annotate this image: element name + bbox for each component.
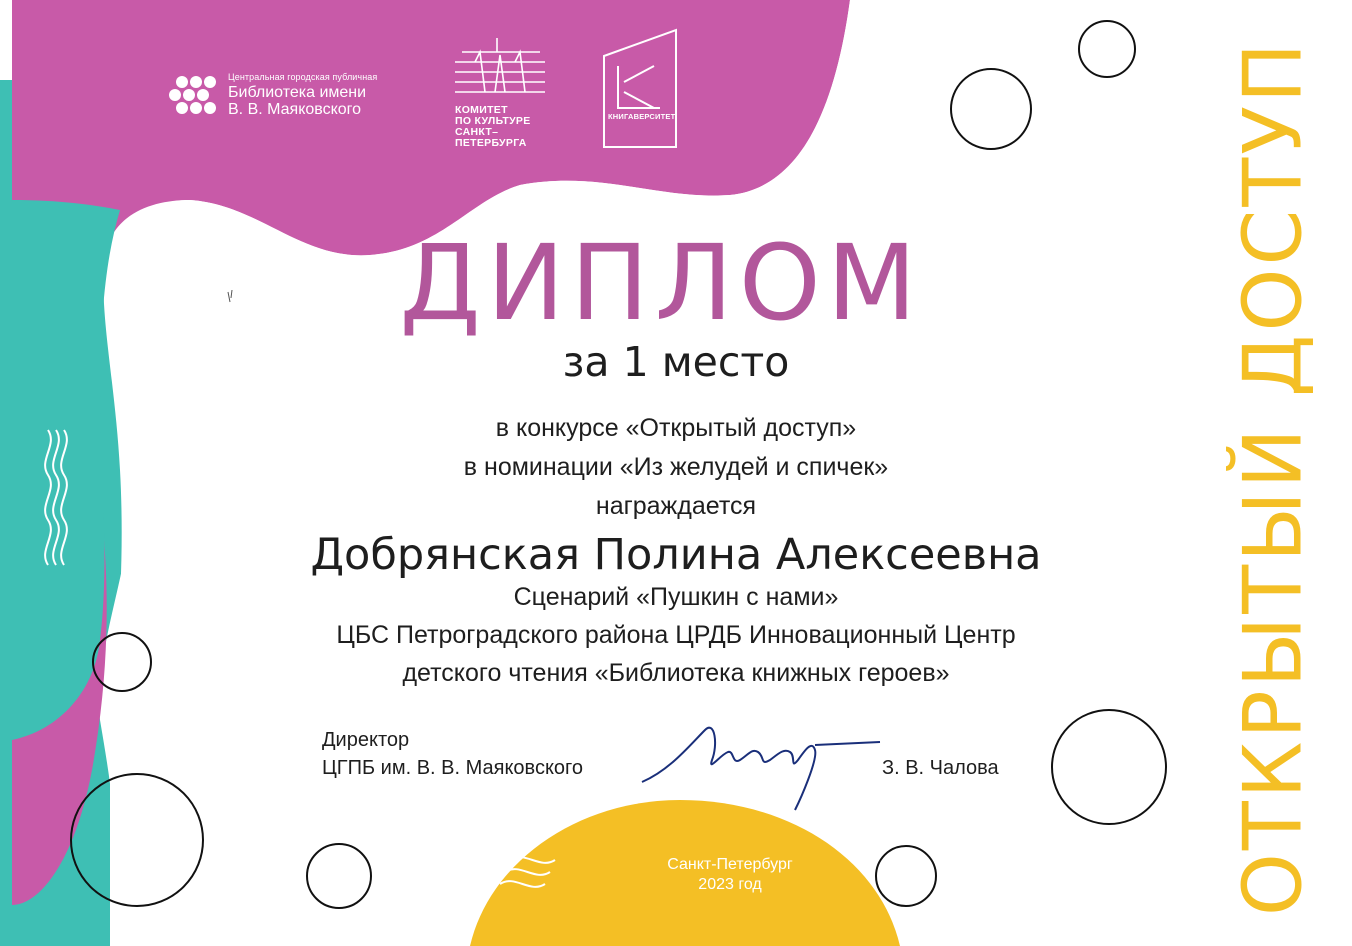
diploma-place: за 1 место bbox=[562, 338, 790, 386]
awarded-line: награждается bbox=[595, 492, 757, 520]
nomination-line: в номинации «Из желудей и спичек» bbox=[463, 453, 889, 481]
organization-line-1: ЦБС Петроградского района ЦРДБ Инновационный Центр bbox=[336, 621, 1016, 649]
committee-line: ПЕТЕРБУРГА bbox=[455, 137, 527, 149]
library-logo-icon bbox=[169, 76, 216, 114]
contest-line: в конкурсе «Открытый доступ» bbox=[495, 414, 857, 442]
signer-position: Директор bbox=[322, 729, 410, 751]
signer-name: З. В. Чалова bbox=[882, 757, 999, 779]
committee-logo-text bbox=[455, 105, 531, 149]
library-logo-name-2: В. В. Маяковского bbox=[228, 101, 362, 118]
committee-line: КОМИТЕТ bbox=[455, 104, 508, 116]
recipient-name: Добрянская Полина Алексеевна bbox=[310, 530, 1042, 580]
side-title-text: ОТКРЫТЫЙ ДОСТУП bbox=[1226, 39, 1320, 917]
committee-line: САНКТ– bbox=[455, 126, 499, 138]
footer-year: 2023 год bbox=[698, 876, 762, 893]
signer-organization: ЦГПБ им. В. В. Маяковского bbox=[322, 757, 584, 779]
library-logo-caption: Центральная городская публичная bbox=[228, 72, 378, 82]
library-logo-name: Библиотека имени bbox=[228, 84, 367, 101]
knigaversitet-logo-text: КНИГАВЕРСИТЕТ bbox=[608, 112, 676, 121]
committee-line: ПО КУЛЬТУРЕ bbox=[455, 115, 531, 127]
footer-city: Санкт-Петербург bbox=[667, 856, 793, 873]
diploma-title bbox=[0, 222, 1352, 344]
diploma-title-text: ДИПЛОМ bbox=[399, 222, 923, 344]
organization-line-2: детского чтения «Библиотека книжных героев» bbox=[402, 659, 950, 687]
work-title: Сценарий «Пушкин с нами» bbox=[513, 583, 839, 611]
